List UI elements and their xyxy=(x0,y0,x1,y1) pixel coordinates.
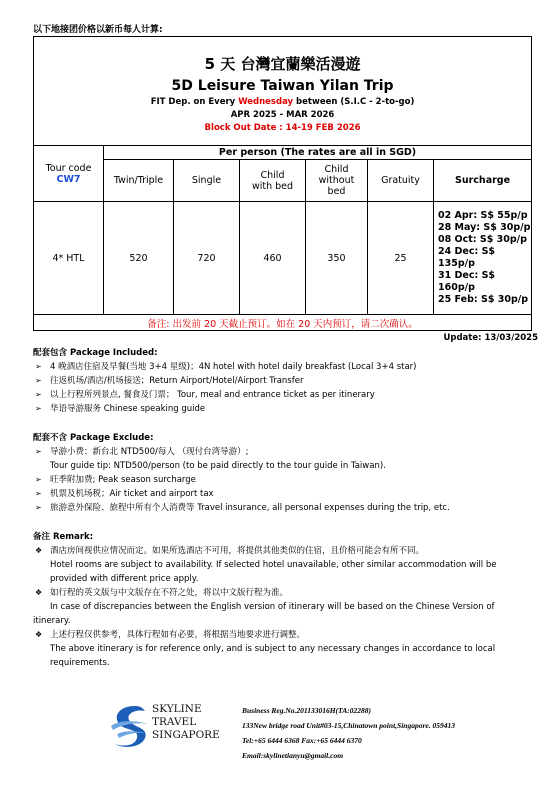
surcharge-list: 02 Apr: S$ 55p/p 28 May: S$ 30p/p 08 Oct: S$ 30p/p 24 Dec: S$ 135p/p 31 Dec: S$ 160p/p 25 Feb: S$ 30p/p xyxy=(434,202,532,315)
col-gratuity: Gratuity xyxy=(368,160,434,202)
tour-code: CW7 xyxy=(56,173,81,185)
blockout-date: Block Out Date : 14-19 FEB 2026 xyxy=(204,123,361,133)
list-item: ❖ 上述行程仅供参考，具体行程如有必要，将根据当地要求进行调整。 xyxy=(35,630,306,640)
title-block xyxy=(34,37,532,146)
included-section xyxy=(33,346,533,416)
title-zh: 5 天 台灣宜蘭樂活漫遊 xyxy=(204,55,361,73)
list-item: ❖ 酒店房间视供应情况而定。如果所选酒店不可用，将提供其他类似的住宿，且价格可能会有所不同。 xyxy=(35,546,425,556)
list-item: ➢ 华语导游服务 Chinese speaking guide xyxy=(35,404,206,414)
exclude-section xyxy=(33,431,533,515)
arrow-bullet-icon: ➢ xyxy=(35,489,42,498)
title-en: 5D Leisure Taiwan Yilan Trip xyxy=(171,78,394,94)
price-gratuity: 25 xyxy=(368,202,434,315)
col-child-bed: Child with bed xyxy=(240,160,306,202)
per-person-header: Per person (The rates are all in SGD) xyxy=(104,146,532,160)
period: APR 2025 - MAR 2026 xyxy=(230,110,335,120)
arrow-bullet-icon: ➢ xyxy=(35,447,42,456)
tour-code-cell: Tour code CW7 xyxy=(34,146,104,202)
remark-heading: 备注 Remark: xyxy=(33,532,94,542)
list-item: ➢ 往返机场/酒店/机场接送；Return Airport/Hotel/Airport Transfer xyxy=(35,376,304,386)
exclude-heading: 配套不含 Package Exclude: xyxy=(33,433,154,443)
header-note: 以下地接团价格以新币每人计算: xyxy=(33,25,163,35)
fit-line: FIT Dep. on Every Wednesday between (S.I.C - 2-to-go) xyxy=(150,97,415,107)
list-item: ➢ 4 晚酒店住宿及早餐(当地 3+4 星级)；4N hotel with hotel daily breakfast (Local 3+4 star) xyxy=(35,362,417,372)
arrow-bullet-icon: ➢ xyxy=(35,376,42,385)
list-item: ➢ 机票及机场税；Air ticket and airport tax xyxy=(35,489,214,499)
col-surcharge: Surcharge xyxy=(434,160,532,202)
list-item: ➢ 以上行程所列景点, 餐食及门票； Tour, meal and entrance ticket as per itinerary xyxy=(35,390,375,400)
table-row xyxy=(34,202,532,315)
arrow-bullet-icon: ➢ xyxy=(35,404,42,413)
list-item: ➢ 旺季附加费; Peak season surcharge xyxy=(35,475,196,485)
remark-section: 备注 Remark: ❖ 酒店房间视供应情况而定。如果所选酒店不可用，将提供其他类似的住宿，且价格可能会有所不同。 Hotel rooms are subject to availability. If selected hotel unavailable, other similar accommodation will be provided with different price apply. ❖ 如行程的英文版与中文版存在不符之处，将以中文版行程为准。 In case of discrepancies between the English version of itinerary will be based on the Chinese Version of itinerary. ❖ 上述行程仅供参考，具体行程如有必要，将根据当地要求进行调整。 The above itinerary is for reference only, and is subject to any necessary changes in accordance to local requirements. xyxy=(33,530,533,670)
price-child-nobed: 350 xyxy=(306,202,368,315)
arrow-bullet-icon: ➢ xyxy=(35,503,42,512)
hotel-cell: 4* HTL xyxy=(34,202,104,315)
diamond-bullet-icon: ❖ xyxy=(35,546,43,555)
list-item-continuation: Tour guide tip: NTD500/person (to be paid directly to the tour guide in Taiwan). xyxy=(50,461,386,471)
arrow-bullet-icon: ➢ xyxy=(35,390,42,399)
col-twin: Twin/Triple xyxy=(104,160,174,202)
col-child-nobed: Child without bed xyxy=(306,160,368,202)
list-item: ➢ 导游小费：新台北 NTD500/每人 （现付台湾导游）; xyxy=(35,447,249,457)
business-info: Business Reg.No.201133016H(TA:02288) 133New bridge road Unit#03-15,Chinatown point,Singapore. 059413 Tel:+65 6444 6368 Fax:+65 6444 6370 Email:skylinetianyu@gmail.com xyxy=(242,706,455,760)
diamond-bullet-icon: ❖ xyxy=(35,630,43,639)
included-heading: 配套包含 Package Included: xyxy=(33,348,158,358)
price-twin: 520 xyxy=(104,202,174,315)
arrow-bullet-icon: ➢ xyxy=(35,362,42,371)
diamond-bullet-icon: ❖ xyxy=(35,588,43,597)
price-single: 720 xyxy=(174,202,240,315)
booking-remark: 备注: 出发前 20 天截止预订。如在 20 天内预订，请二次确认。 xyxy=(34,315,532,331)
list-item: ➢ 旅游意外保险、旅程中所有个人消费等 Travel insurance, all personal expenses during the trip, etc. xyxy=(35,503,450,513)
arrow-bullet-icon: ➢ xyxy=(35,475,42,484)
col-single: Single xyxy=(174,160,240,202)
logo-text: SKYLINE TRAVEL SINGAPORE xyxy=(152,703,220,741)
price-table xyxy=(33,36,532,331)
update-date: Update: 13/03/2025 xyxy=(443,333,538,343)
price-child-bed: 460 xyxy=(240,202,306,315)
list-item: ❖ 如行程的英文版与中文版存在不符之处，将以中文版行程为准。 xyxy=(35,588,289,598)
